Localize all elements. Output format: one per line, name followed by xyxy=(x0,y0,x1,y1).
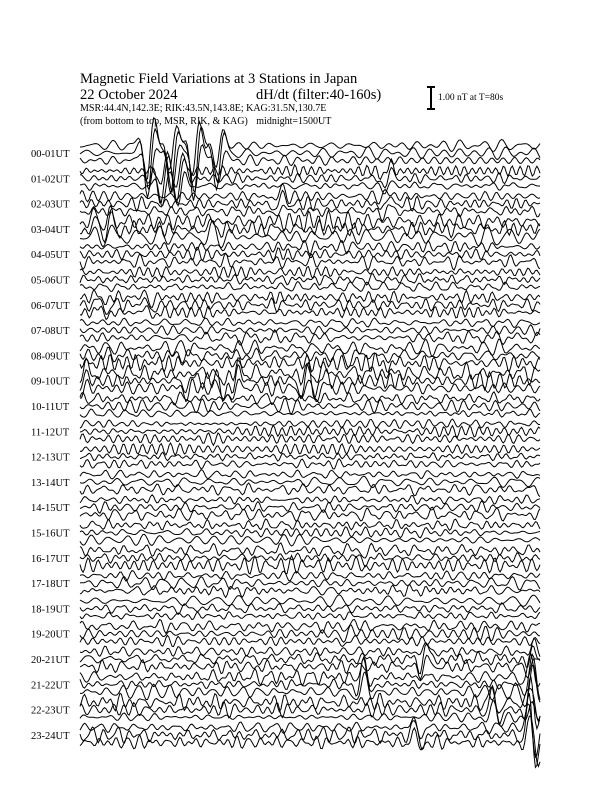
row-label: 12-13UT xyxy=(31,452,70,464)
trace-kag xyxy=(80,495,540,504)
trace-msr xyxy=(80,221,540,248)
row-label: 19-20UT xyxy=(31,629,70,641)
chart-date: 22 October 2024 xyxy=(80,87,178,103)
row-label: 13-14UT xyxy=(31,477,70,489)
trace-kag xyxy=(80,571,540,582)
scale-label: 1.00 nT at T=80s xyxy=(438,93,504,103)
row-label: 05-06UT xyxy=(31,275,70,287)
trace-rik xyxy=(80,274,540,286)
trace-msr xyxy=(80,459,540,469)
row-label: 00-01UT xyxy=(31,149,70,160)
row-label: 15-16UT xyxy=(31,528,70,540)
row-label: 07-08UT xyxy=(31,326,70,338)
trace-msr xyxy=(80,306,540,320)
trace-kag xyxy=(80,267,540,279)
trace-rik xyxy=(80,577,540,590)
trace-msr xyxy=(80,612,540,620)
row-label: 20-21UT xyxy=(31,655,70,666)
trace-kag xyxy=(80,392,540,405)
chart-quantity: dH/dt (filter:40-160s) xyxy=(256,87,382,103)
trace-kag xyxy=(80,595,540,607)
trace-kag xyxy=(80,443,540,455)
row-label: 21-22UT xyxy=(31,680,70,692)
row-label: 06-07UT xyxy=(31,300,70,312)
row-label: 01-02UT xyxy=(31,174,70,186)
row-label: 03-04UT xyxy=(31,224,70,236)
row-label: 09-10UT xyxy=(31,376,70,388)
midnight-note: midnight=1500UT xyxy=(256,116,332,127)
trace-kag xyxy=(80,318,540,327)
trace-rik xyxy=(80,676,540,728)
row-label: 16-17UT xyxy=(31,553,70,565)
row-label: 11-12UT xyxy=(31,427,70,439)
station-order-note: (from bottom to top, MSR, RIK, & KAG) xyxy=(80,116,248,127)
trace-msr xyxy=(80,635,540,646)
trace-rik xyxy=(80,501,540,514)
trace-msr xyxy=(80,330,540,345)
trace-rik xyxy=(80,452,540,461)
trace-msr xyxy=(80,433,540,445)
trace-msr xyxy=(80,253,540,270)
trace-kag xyxy=(80,543,540,558)
trace-msr xyxy=(80,655,540,679)
trace-rik xyxy=(80,527,540,538)
trace-rik xyxy=(80,476,540,487)
row-label: 14-15UT xyxy=(31,503,70,515)
chart-title: Magnetic Field Variations at 3 Stations in Japan xyxy=(80,71,358,87)
trace-msr xyxy=(80,282,540,292)
trace-rik xyxy=(80,212,540,242)
trace-kag xyxy=(80,118,540,180)
row-label: 17-18UT xyxy=(31,579,70,591)
trace-msr xyxy=(80,584,540,597)
trace-msr xyxy=(80,507,540,521)
trace-kag xyxy=(80,519,540,530)
row-label: 08-09UT xyxy=(31,351,70,363)
row-label: 04-05UT xyxy=(31,250,70,262)
row-label: 18-19UT xyxy=(31,604,70,616)
row-label: 22-23UT xyxy=(31,705,70,717)
station-coordinates: MSR:44.4N,142.3E; RIK:43.5N,143.8E; KAG:31.5N,130.7E xyxy=(80,103,327,114)
row-label: 23-24UT xyxy=(31,730,70,742)
row-label: 10-11UT xyxy=(31,402,70,413)
row-label: 02-03UT xyxy=(31,199,70,211)
trace-kag xyxy=(80,470,540,479)
